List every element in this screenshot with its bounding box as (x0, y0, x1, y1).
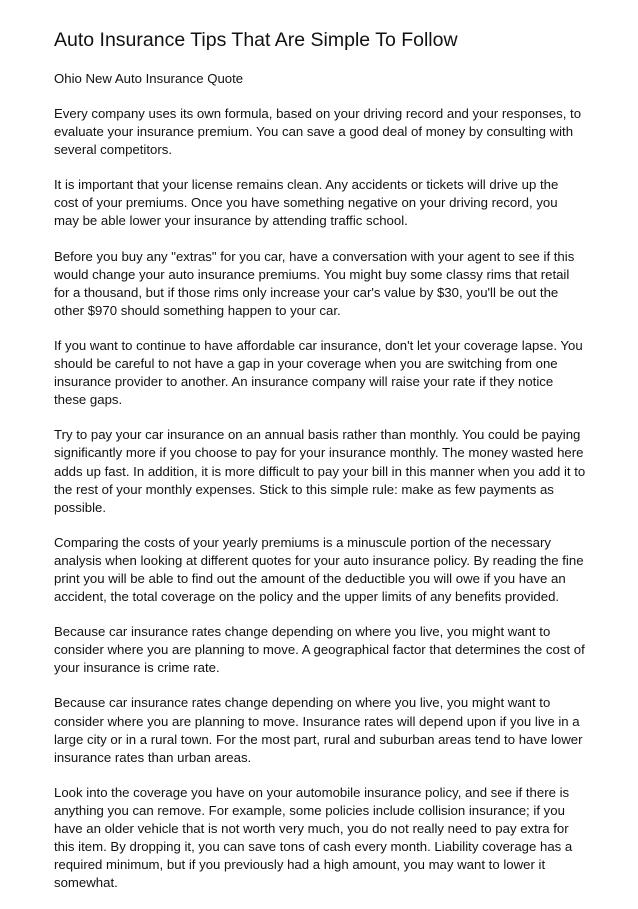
document-page (54, 28, 586, 909)
document-subtitle: Ohio New Auto Insurance Quote (54, 71, 244, 86)
paragraph-9: Look into the coverage you have on your automobile insurance policy, and see if there is anything you can remove. For example, some policies include collision insurance; if you have an older vehicle that is not worth very much, you do not really need to pay extra for this item. By dropping it, you can save tons of cash every month. Liability coverage has a required minimum, but if you previously had a high amount, you may want to lower it somewhat. (54, 784, 573, 891)
paragraph-7: Because car insurance rates change depending on where you live, you might want to consider where you are planning to move. A geographical factor that determines the cost of your insurance is crime rate. (54, 624, 585, 676)
paragraph-2: It is important that your license remains clean. Any accidents or tickets will drive up the cost of your premiums. Once you have something negative on your driving record, you may be able lower your insurance by attending traffic school. (54, 177, 559, 229)
paragraph-8: Because car insurance rates change depending on where you live, you might want to consider where you are planning to move. Insurance rates will depend upon if you live in a large city or in a rural town. For the most part, rural and suburban areas tend to have lower insurance rates than urban areas. (54, 695, 583, 765)
document-title: Auto Insurance Tips That Are Simple To Follow (54, 29, 458, 51)
paragraph-5: Try to pay your car insurance on an annual basis rather than monthly. You could be paying significantly more if you choose to pay for your insurance monthly. The money wasted here adds up fast. In addition, it is more difficult to pay your bill in this manner when you add it to the rest of your monthly expenses. Stick to this simple rule: make as few payments as possible. (54, 427, 586, 515)
paragraph-4: If you want to continue to have affordable car insurance, don't let your coverage lapse. You should be careful to not have a gap in your coverage when you are switching from one insurance provider to another. An insurance company will raise your rate if they notice these gaps. (54, 337, 583, 408)
paragraph-3: Before you buy any "extras" for you car, have a conversation with your agent to see if this would change your auto insurance premiums. You might buy some classy rims that retail for a thousand, but if those rims only increase your car's value by $30, you'll be out the other $970 should something happen to your car. (54, 248, 575, 318)
paragraph-6: Comparing the costs of your yearly premiums is a minuscule portion of the necessary analysis when looking at different quotes for your auto insurance policy. By reading the fine print you will be able to find out the amount of the deductible you will owe if you have an accident, the total coverage on the policy and the upper limits of any benefits provided. (54, 534, 584, 605)
paragraph-1: Every company uses its own formula, based on your driving record and your responses, to evaluate your insurance premium. You can save a good deal of money by consulting with several competitors. (54, 106, 582, 158)
